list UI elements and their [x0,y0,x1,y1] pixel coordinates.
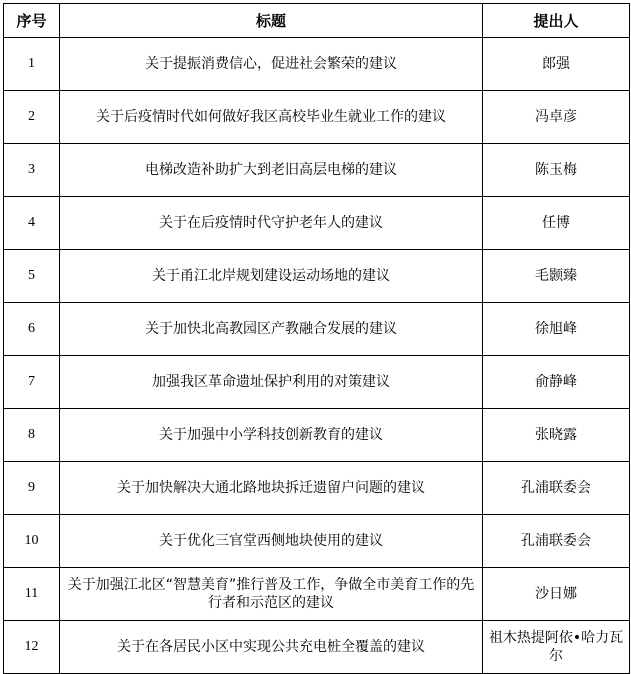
proposals-table [3,3,630,674]
row-title: 关于后疫情时代如何做好我区高校毕业生就业工作的建议 [60,91,483,144]
table-row [4,91,630,144]
row-proposer: 俞静峰 [483,356,630,409]
table-row [4,38,630,91]
row-proposer: 毛颢臻 [483,250,630,303]
row-index: 9 [4,462,60,515]
row-proposer: 沙日娜 [483,568,630,621]
row-proposer: 郎强 [483,38,630,91]
header-proposer: 提出人 [483,4,630,38]
table-row [4,568,630,621]
row-proposer: 冯卓彦 [483,91,630,144]
table-row [4,515,630,568]
row-index: 7 [4,356,60,409]
row-title: 电梯改造补助扩大到老旧高层电梯的建议 [60,144,483,197]
row-index: 6 [4,303,60,356]
row-title: 关于加快北高教园区产教融合发展的建议 [60,303,483,356]
row-index: 2 [4,91,60,144]
row-index: 12 [4,621,60,674]
row-proposer: 任博 [483,197,630,250]
row-title: 关于在后疫情时代守护老年人的建议 [60,197,483,250]
header-title: 标题 [60,4,483,38]
row-title: 加强我区革命遗址保护利用的对策建议 [60,356,483,409]
table-row [4,356,630,409]
row-proposer: 孔浦联委会 [483,515,630,568]
row-title: 关于加快解决大通北路地块拆迁遗留户问题的建议 [60,462,483,515]
table-row [4,621,630,674]
table-row [4,197,630,250]
row-proposer: 徐旭峰 [483,303,630,356]
row-proposer: 祖木热提阿依•哈力瓦尔 [483,621,630,674]
row-index: 5 [4,250,60,303]
row-index: 4 [4,197,60,250]
table-row [4,303,630,356]
row-title: 关于提振消费信心，促进社会繁荣的建议 [60,38,483,91]
table-row [4,462,630,515]
row-proposer: 张晓露 [483,409,630,462]
row-title: 关于加强江北区“智慧美育”推行普及工作，争做全市美育工作的先行者和示范区的建议 [60,568,483,621]
row-index: 11 [4,568,60,621]
header-index: 序号 [4,4,60,38]
row-proposer: 孔浦联委会 [483,462,630,515]
table-row [4,144,630,197]
row-index: 8 [4,409,60,462]
table-row [4,409,630,462]
row-index: 10 [4,515,60,568]
table-row [4,250,630,303]
row-title: 关于在各居民小区中实现公共充电桩全覆盖的建议 [60,621,483,674]
table-header-row [4,4,630,38]
row-title: 关于加强中小学科技创新教育的建议 [60,409,483,462]
row-title: 关于优化三官堂西侧地块使用的建议 [60,515,483,568]
row-title: 关于甬江北岸规划建设运动场地的建议 [60,250,483,303]
row-proposer: 陈玉梅 [483,144,630,197]
row-index: 3 [4,144,60,197]
row-index: 1 [4,38,60,91]
